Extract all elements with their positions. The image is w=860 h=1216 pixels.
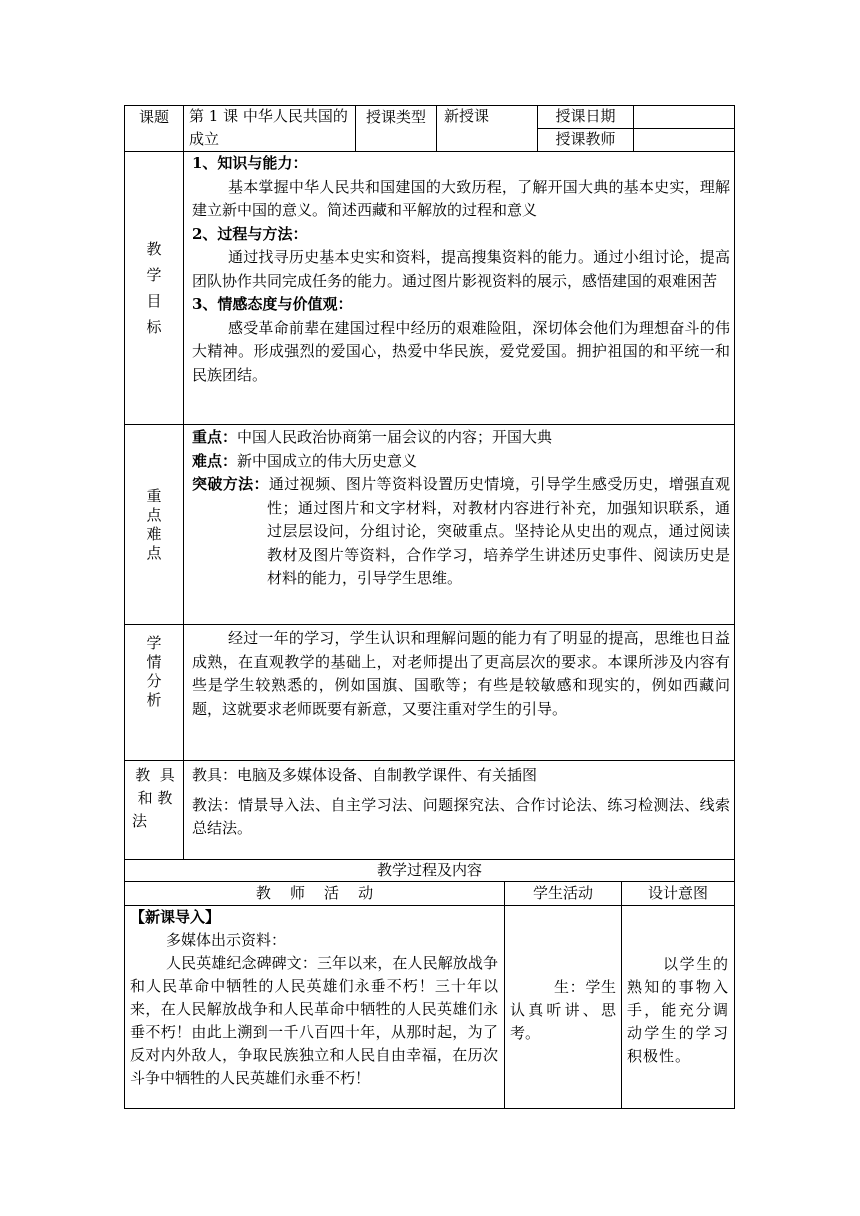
difficulty-text: 新中国成立的伟大历史意义 — [237, 451, 418, 470]
keypoints-label-char: 点 — [146, 544, 162, 562]
objectives-label-char: 教 — [146, 240, 162, 258]
difficulty-line — [192, 450, 730, 474]
analysis-label-char: 分 — [146, 672, 162, 690]
keypoints-content — [192, 426, 730, 591]
teacher-activity-cell — [130, 906, 498, 1090]
keypoints-label-char: 重 — [146, 487, 162, 505]
objective-process-text: 通过找寻历史基本史实和资料，提高搜集资料的能力。通过小组讨论，提高团队协作共同完成任务的能力。通过图片影视资料的展示，感悟建国的艰难困苦 — [192, 248, 730, 290]
type-label: 授课类型 — [365, 107, 426, 126]
tools-label-line: 教 具 — [135, 766, 175, 784]
tools-text: 教具：电脑及多媒体设备、自制教学课件、有关插图 — [192, 766, 538, 784]
student-activity-text: 生：学生认真听讲、思考。 — [510, 978, 616, 1042]
tools-content — [192, 764, 730, 841]
analysis-text: 经过一年的学习，学生认识和理解问题的能力有了明显的提高，思维也日益成熟，在直观教学的基础上，对老师提出了更高层次的要求。本课所涉及内容有些是学生较熟悉的，例如国旗、国歌等；有些是较敏感和现实的，例如西藏问题，这就要求老师既要有新意，又要注重对学生的引导。 — [192, 629, 730, 718]
objective-emotion-text: 感受革命前辈在建国过程中经历的艰难险阻，深切体会他们为理想奋斗的伟大精神。形成强烈的爱国心，热爱中华民族，爱党爱国。拥护祖国的和平统一和民族团结。 — [192, 318, 730, 384]
process-title: 教学过程及内容 — [376, 861, 482, 879]
key-point-label: 重点： — [192, 428, 238, 446]
intro-text: 人民英雄纪念碑碑文：三年以来，在人民解放战争和人民革命中牺牲的人民英雄们永垂不朽！三十年以来，在人民解放战争和人民革命中牺牲的人民英雄们永垂不朽！由此上溯到一千八百四十年，从那时起，为了反对内外敌人，争取民族独立和人民自由幸福，在历次斗争中牺牲的人民英雄们永垂不朽！ — [130, 954, 498, 1087]
keypoints-label — [125, 487, 183, 563]
analysis-label-char: 情 — [146, 653, 162, 671]
type-value: 新授课 — [444, 107, 490, 125]
objective-knowledge-title: 1、知识与能力： — [192, 154, 308, 172]
col-student-activity: 学生活动 — [532, 884, 593, 902]
tools-label-line: 法 — [132, 812, 148, 830]
key-point-text: 中国人民政治协商第一届会议的内容；开国大典 — [237, 428, 553, 446]
method-text: 通过视频、图片等资料设置历史情境，引导学生感受历史，增强直观性；通过图片和文字材料，对教材内容进行补充，加强知识联系，通过层层设问，分组讨论，突破重点。坚持论从史出的观点，通过阅读教材及图片等资料，合作学习，培养学生讲述历史事件、阅读历史是材料的能力，引导学生思维。 — [267, 475, 730, 587]
analysis-label — [125, 634, 183, 710]
method-line — [192, 473, 730, 591]
keypoints-label-char: 点 — [146, 506, 162, 524]
intro-line: 多媒体出示资料： — [166, 931, 287, 949]
objective-process-title: 2、过程与方法： — [192, 224, 308, 243]
teacher-label: 授课教师 — [555, 130, 616, 148]
topic-value: 第 1 课 中华人民共国的成立 — [189, 107, 348, 148]
teacher-value — [640, 128, 730, 151]
objective-emotion-title: 3、情感态度与价值观： — [192, 295, 353, 313]
tools-label-line: 和 教 — [137, 789, 173, 807]
objectives-label-char: 学 — [146, 266, 162, 284]
analysis-label-char: 析 — [146, 691, 162, 709]
objective-knowledge-text: 基本掌握中华人民共和国建国的大致历程，了解开国大典的基本史实，理解建立新中国的意义。简述西藏和平解放的过程和意义 — [192, 177, 730, 219]
date-value — [640, 105, 730, 128]
topic-label: 课题 — [138, 107, 169, 126]
objectives-label-char: 目 — [146, 292, 162, 310]
col-teacher-activity: 教 师 活 动 — [255, 884, 374, 902]
col-design-intent: 设计意图 — [647, 884, 708, 902]
keypoints-label-char: 难 — [146, 525, 162, 543]
key-point-line — [192, 426, 730, 450]
difficulty-label: 难点： — [192, 451, 238, 470]
intro-title: 【新课导入】 — [130, 908, 221, 926]
method-label: 突破方法： — [192, 475, 269, 493]
design-intent-text: 以学生的熟知的事物入手，能充分调动学生的学习积极性。 — [627, 955, 729, 1065]
analysis-label-char: 学 — [146, 634, 162, 652]
tools-label — [128, 764, 182, 833]
date-label: 授课日期 — [555, 107, 616, 125]
objectives-label — [125, 236, 183, 340]
objectives-label-char: 标 — [146, 318, 162, 336]
methods-text: 教法：情景导入法、自主学习法、问题探究法、合作讨论法、练习检测法、线索总结法。 — [192, 795, 730, 837]
objectives-content — [192, 152, 730, 387]
